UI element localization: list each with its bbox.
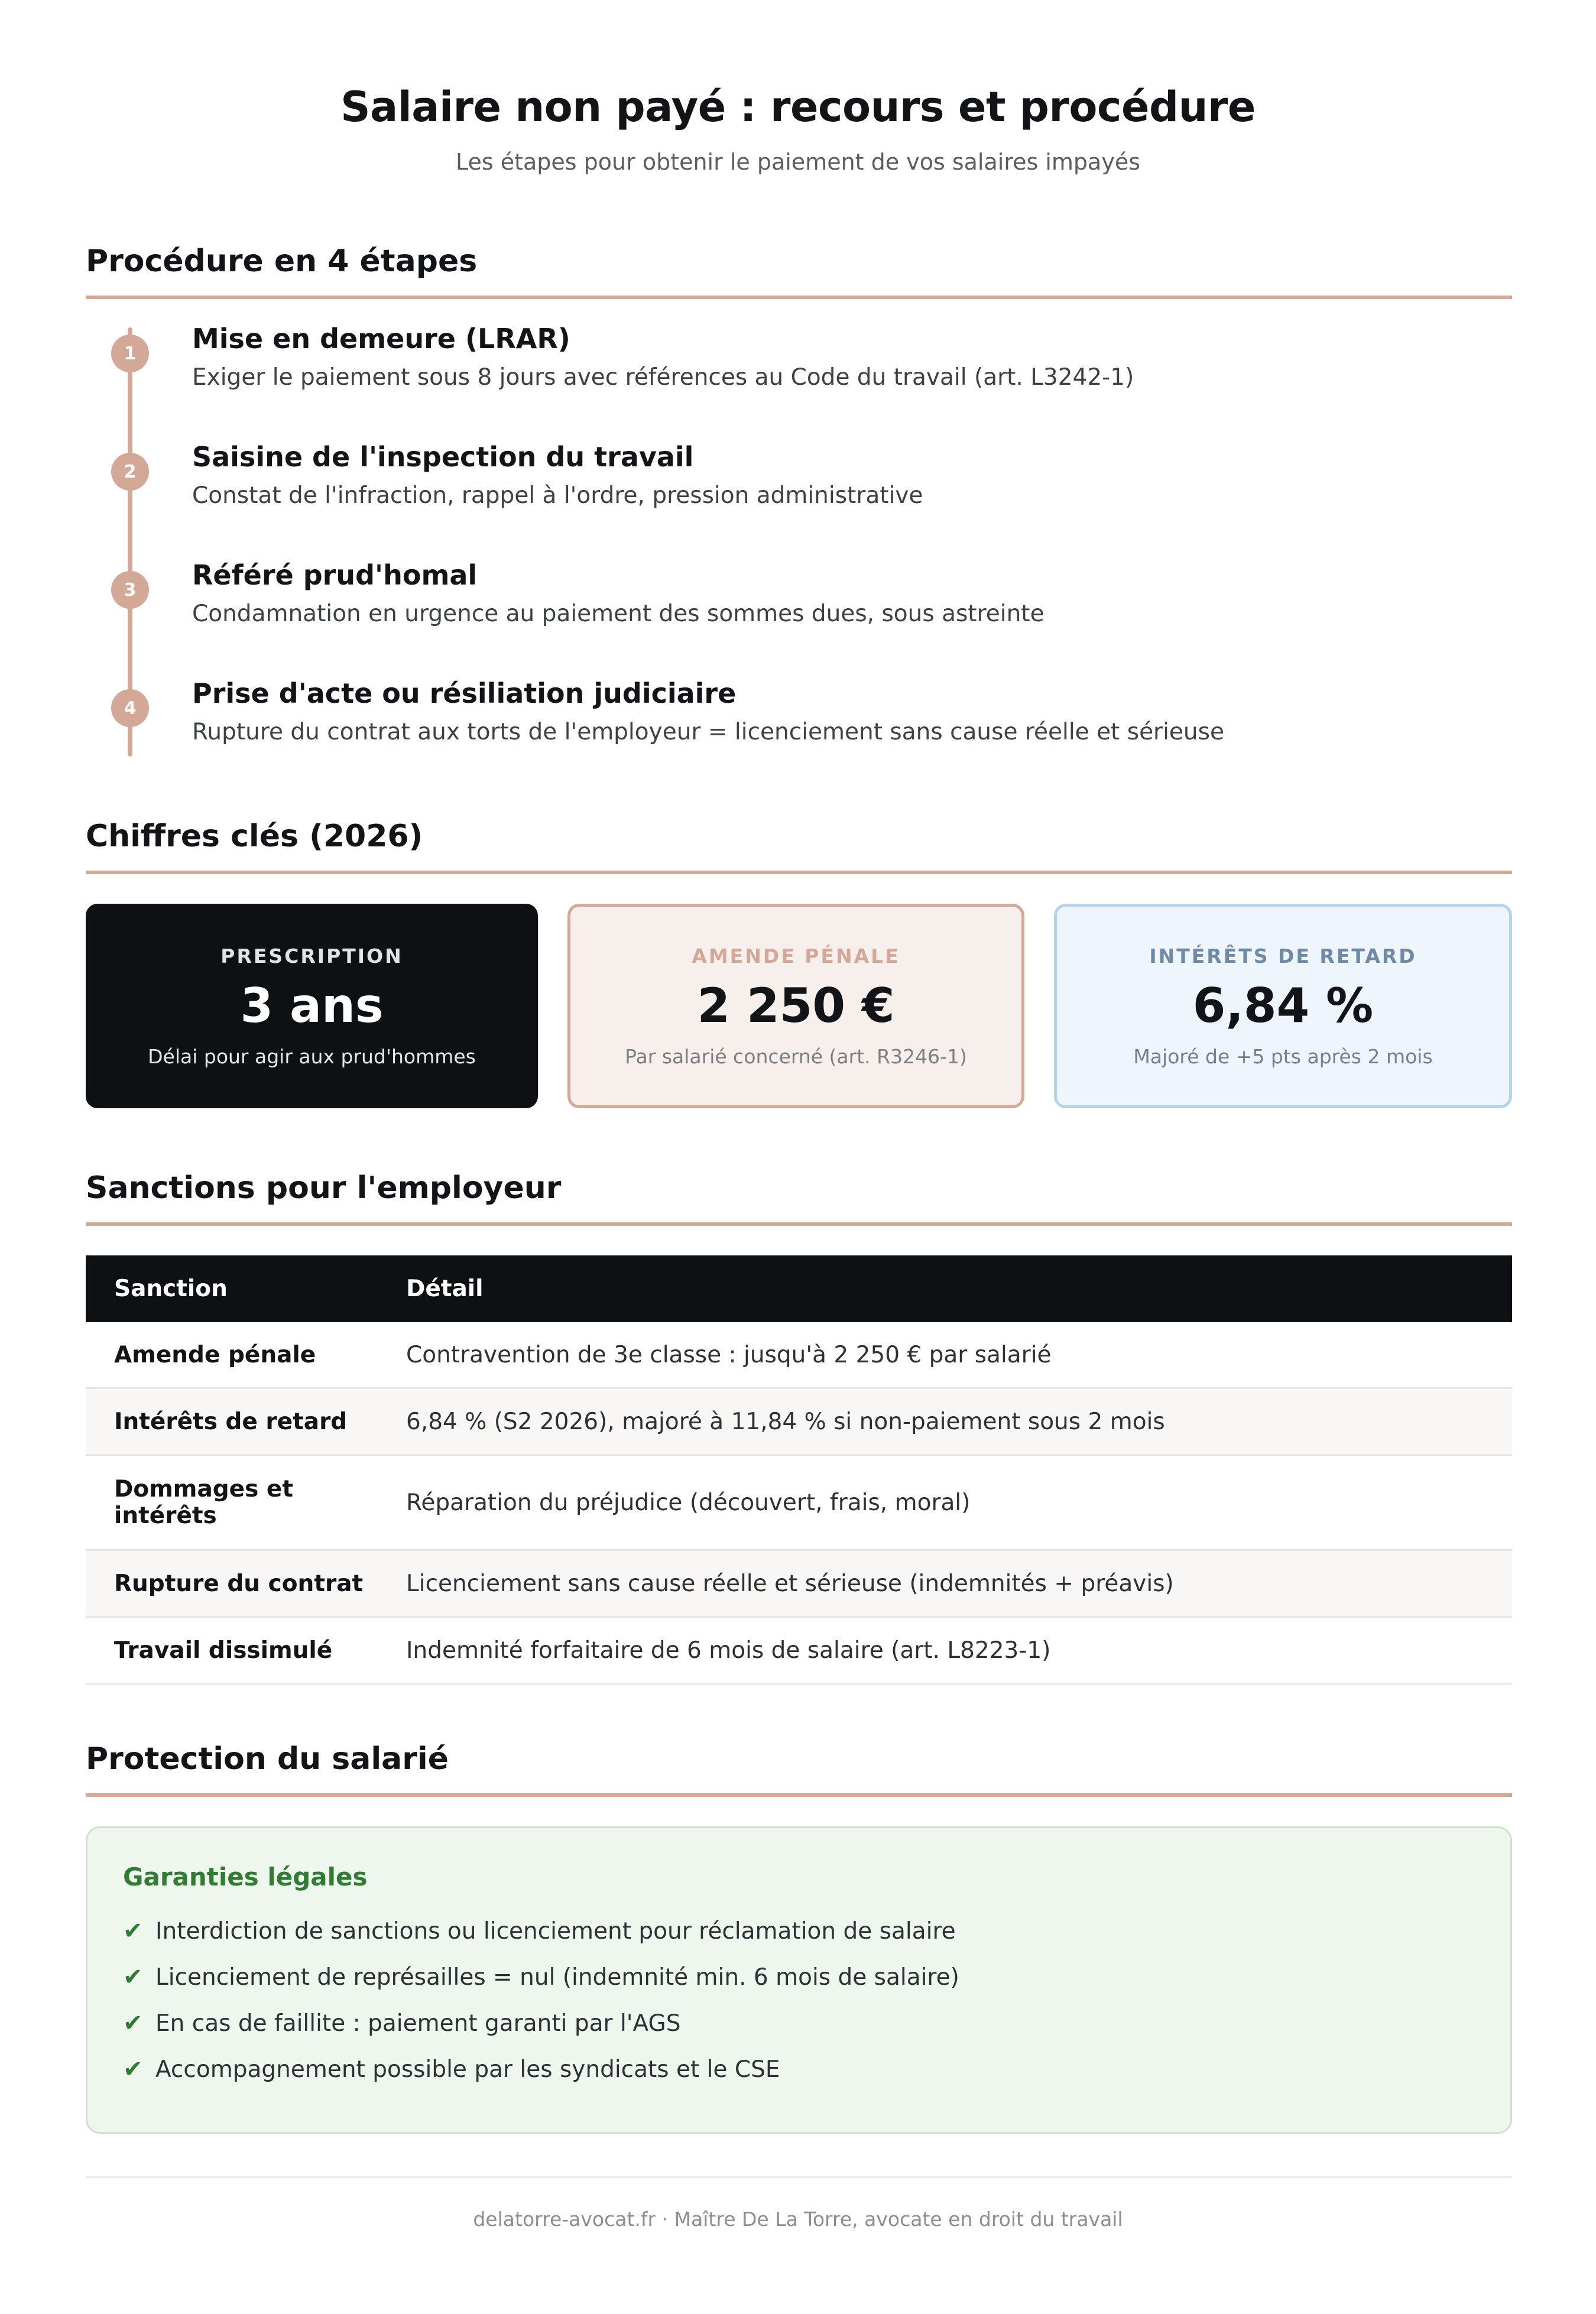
key-figures-cards: [86, 904, 1512, 1108]
interest-card: [1054, 904, 1512, 1108]
column-header-sanction: Sanction: [114, 1276, 228, 1302]
table-row: [86, 1322, 1512, 1389]
step-title: Mise en demeure (LRAR): [192, 323, 570, 355]
procedure-title: Procédure en 4 étapes: [86, 244, 1512, 299]
card-value: 6,84 %: [1192, 978, 1374, 1033]
list-item-text: Interdiction de sanctions ou licenciement pour réclamation de salaire: [155, 1917, 956, 1945]
table-row: [86, 1389, 1512, 1456]
list-item-text: Licenciement de représailles = nul (indemnité min. 6 mois de salaire): [155, 1964, 959, 1991]
step-number-badge: 1: [111, 335, 149, 372]
protection-title: Protection du salarié: [86, 1741, 1512, 1797]
sanction-cell: Rupture du contrat: [114, 1570, 364, 1597]
step-description: Exiger le paiement sous 8 jours avec références au Code du travail (art. L3242-1): [192, 364, 1134, 391]
card-note: Délai pour agir aux prud'hommes: [148, 1044, 476, 1068]
card-label: AMENDE PÉNALE: [692, 944, 900, 968]
procedure-section: [86, 244, 1512, 796]
table-row: [86, 1618, 1512, 1685]
detail-cell: Réparation du préjudice (découvert, frais, moral): [406, 1489, 971, 1516]
list-item-text: Accompagnement possible par les syndicats et le CSE: [155, 2056, 780, 2083]
card-note: Majoré de +5 pts après 2 mois: [1133, 1044, 1433, 1068]
detail-cell: Indemnité forfaitaire de 6 mois de salaire (art. L8223-1): [406, 1637, 1051, 1664]
step-number-badge: 4: [111, 689, 149, 727]
header: [0, 0, 1596, 175]
card-label: INTÉRÊTS DE RETARD: [1149, 944, 1417, 968]
sanction-cell: Dommages et intérêts: [114, 1476, 294, 1529]
footer-divider: [86, 2176, 1512, 2178]
page-title: Salaire non payé : recours et procédure: [340, 83, 1256, 131]
sanctions-table: [86, 1255, 1512, 1685]
key-figures-section: [86, 819, 1512, 1108]
detail-cell: Contravention de 3e classe : jusqu'à 2 250 € par salarié: [406, 1341, 1052, 1368]
guarantees-box: [86, 1826, 1512, 2134]
column-header-detail: Détail: [406, 1276, 484, 1302]
step-description: Constat de l'infraction, rappel à l'ordre, pression administrative: [192, 482, 923, 509]
guarantees-title: Garanties légales: [123, 1862, 368, 1891]
step-3: [86, 559, 1512, 677]
sanctions-section: [86, 1170, 1512, 1685]
step-4: [86, 677, 1512, 796]
steps-timeline: [86, 323, 1512, 796]
fine-card: [567, 904, 1024, 1108]
list-item: [123, 1954, 1475, 2000]
step-title: Prise d'acte ou résiliation judiciaire: [192, 677, 737, 709]
card-label: PRESCRIPTION: [220, 944, 403, 968]
sanction-cell: Travail dissimulé: [114, 1637, 333, 1664]
table-row: [86, 1551, 1512, 1618]
sanction-cell: Amende pénale: [114, 1341, 316, 1368]
detail-cell: 6,84 % (S2 2026), majoré à 11,84 % si non-paiement sous 2 mois: [406, 1408, 1165, 1435]
check-icon: ✔: [123, 1964, 143, 1991]
list-item-text: En cas de faillite : paiement garanti par l'AGS: [155, 2010, 681, 2037]
sanctions-title: Sanctions pour l'employeur: [86, 1170, 1512, 1226]
step-number-badge: 2: [111, 453, 149, 491]
prescription-card: [86, 904, 538, 1108]
step-1: [86, 323, 1512, 441]
protection-section: [86, 1741, 1512, 2134]
sanction-cell: Intérêts de retard: [114, 1408, 348, 1435]
check-icon: ✔: [123, 1917, 143, 1945]
key-figures-title: Chiffres clés (2026): [86, 819, 1512, 874]
check-icon: ✔: [123, 2010, 143, 2037]
step-title: Référé prud'homal: [192, 559, 478, 591]
list-item: [123, 2000, 1475, 2046]
step-description: Rupture du contrat aux torts de l'employeur = licenciement sans cause réelle et sérieuse: [192, 719, 1224, 745]
table-header: [86, 1255, 1512, 1322]
card-value: 3 ans: [240, 978, 384, 1033]
table-row: [86, 1456, 1512, 1551]
footer-text: delatorre-avocat.fr · Maître De La Torre, avocate en droit du travail: [473, 2208, 1123, 2231]
step-title: Saisine de l'inspection du travail: [192, 441, 694, 473]
detail-cell: Licenciement sans cause réelle et sérieuse (indemnités + préavis): [406, 1570, 1174, 1597]
check-icon: ✔: [123, 2056, 143, 2083]
card-note: Par salarié concerné (art. R3246-1): [625, 1044, 967, 1068]
page-subtitle: Les étapes pour obtenir le paiement de vos salaires impayés: [455, 149, 1141, 175]
list-item: [123, 1908, 1475, 1954]
step-2: [86, 441, 1512, 559]
step-number-badge: 3: [111, 571, 149, 609]
card-value: 2 250 €: [697, 978, 895, 1033]
step-description: Condamnation en urgence au paiement des sommes dues, sous astreinte: [192, 601, 1044, 627]
list-item: [123, 2046, 1475, 2092]
